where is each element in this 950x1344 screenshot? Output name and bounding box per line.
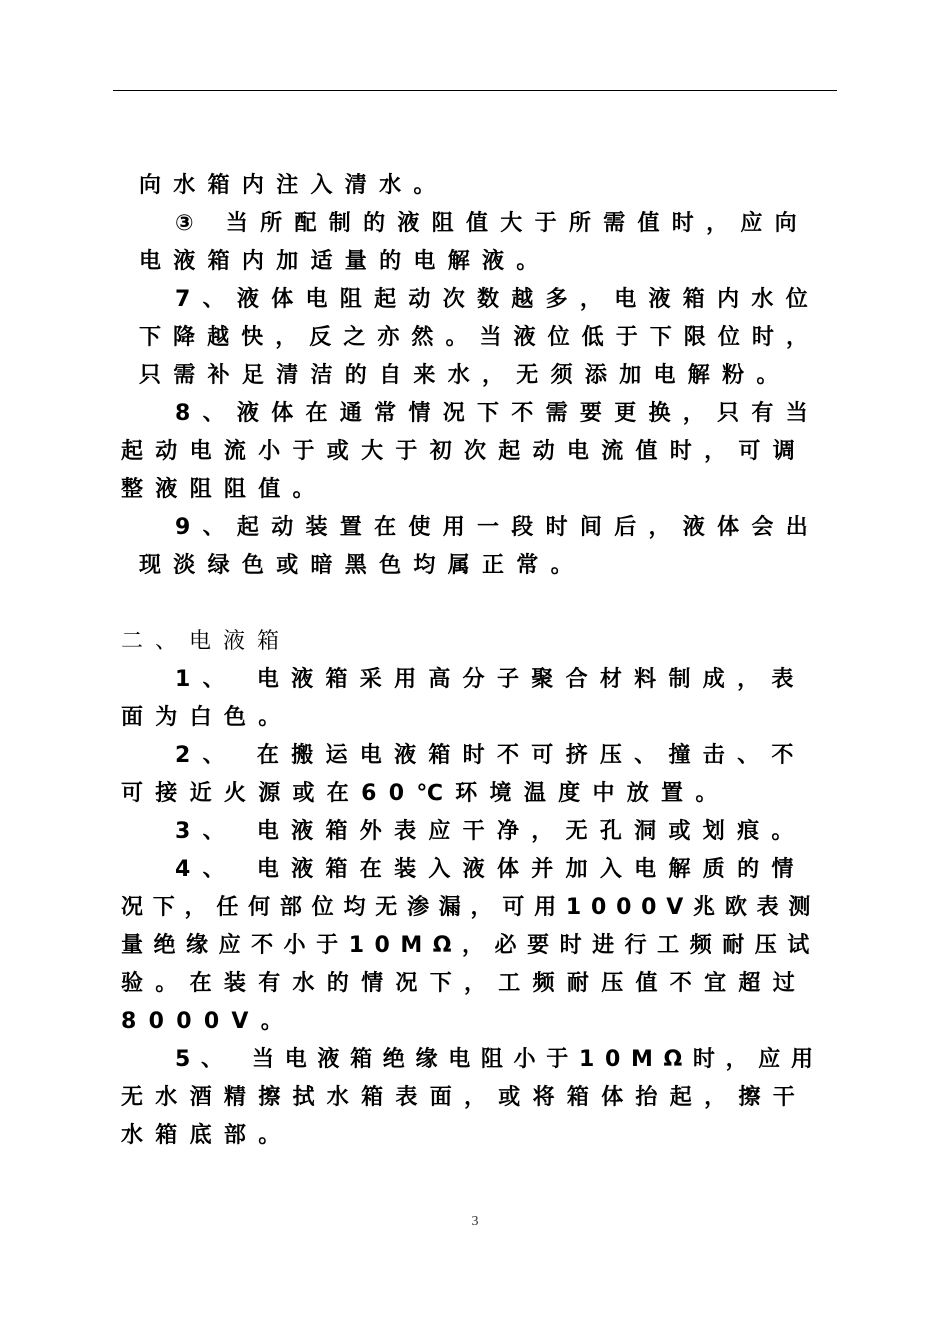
text-line: 下降越快，反之亦然。当液位低于下限位时， [139, 325, 821, 350]
text-line: 面为白色。 [121, 705, 293, 730]
text-line: 现淡绿色或暗黑色均属正常。 [139, 553, 585, 578]
text-line: 8、液体在通常情况下不需要更换，只有当 [175, 401, 821, 426]
text-line: 1、 电液箱采用高分子聚合材料制成，表 [175, 667, 806, 692]
text-line: 2、 在搬运电液箱时不可挤压、撞击、不 [175, 743, 806, 768]
text-line: 5、 当电液箱绝缘电阻小于10MΩ时，应用 [175, 1047, 824, 1072]
text-line: 水箱底部。 [121, 1123, 293, 1148]
text-line: 量绝缘应不小于10MΩ，必要时进行工频耐压试 [121, 933, 820, 958]
text-line: 可接近火源或在60℃环境温度中放置。 [121, 781, 730, 806]
text-line: 7、液体电阻起动次数越多，电液箱内水位 [175, 287, 821, 312]
text-line: 起动电流小于或大于初次起动电流值时，可调 [121, 439, 808, 464]
section-heading: 二、电液箱 [121, 629, 292, 654]
text-line: 向水箱内注入清水。 [139, 173, 448, 198]
text-line: 4、 电液箱在装入液体并加入电解质的情 [175, 857, 806, 882]
text-line: 况下，任何部位均无渗漏，可用1000V兆欧表测 [121, 895, 821, 920]
header-rule [113, 90, 837, 91]
text-line: 9、起动装置在使用一段时间后，液体会出 [175, 515, 821, 540]
text-line: 8000V。 [121, 1009, 296, 1034]
text-line: 电液箱内加适量的电解液。 [139, 249, 551, 274]
text-line: ③ 当所配制的液阻值大于所需值时，应向 [175, 211, 809, 236]
text-line: 整液阻阻值。 [121, 477, 327, 502]
text-line: 只需补足清洁的自来水，无须添加电解粉。 [139, 363, 791, 388]
text-line: 3、 电液箱外表应干净，无孔洞或划痕。 [175, 819, 806, 844]
page-number: 3 [471, 1214, 479, 1229]
text-line: 验。在装有水的情况下，工频耐压值不宜超过 [121, 971, 808, 996]
text-line: 无水酒精擦拭水箱表面，或将箱体抬起，擦干 [121, 1085, 808, 1110]
